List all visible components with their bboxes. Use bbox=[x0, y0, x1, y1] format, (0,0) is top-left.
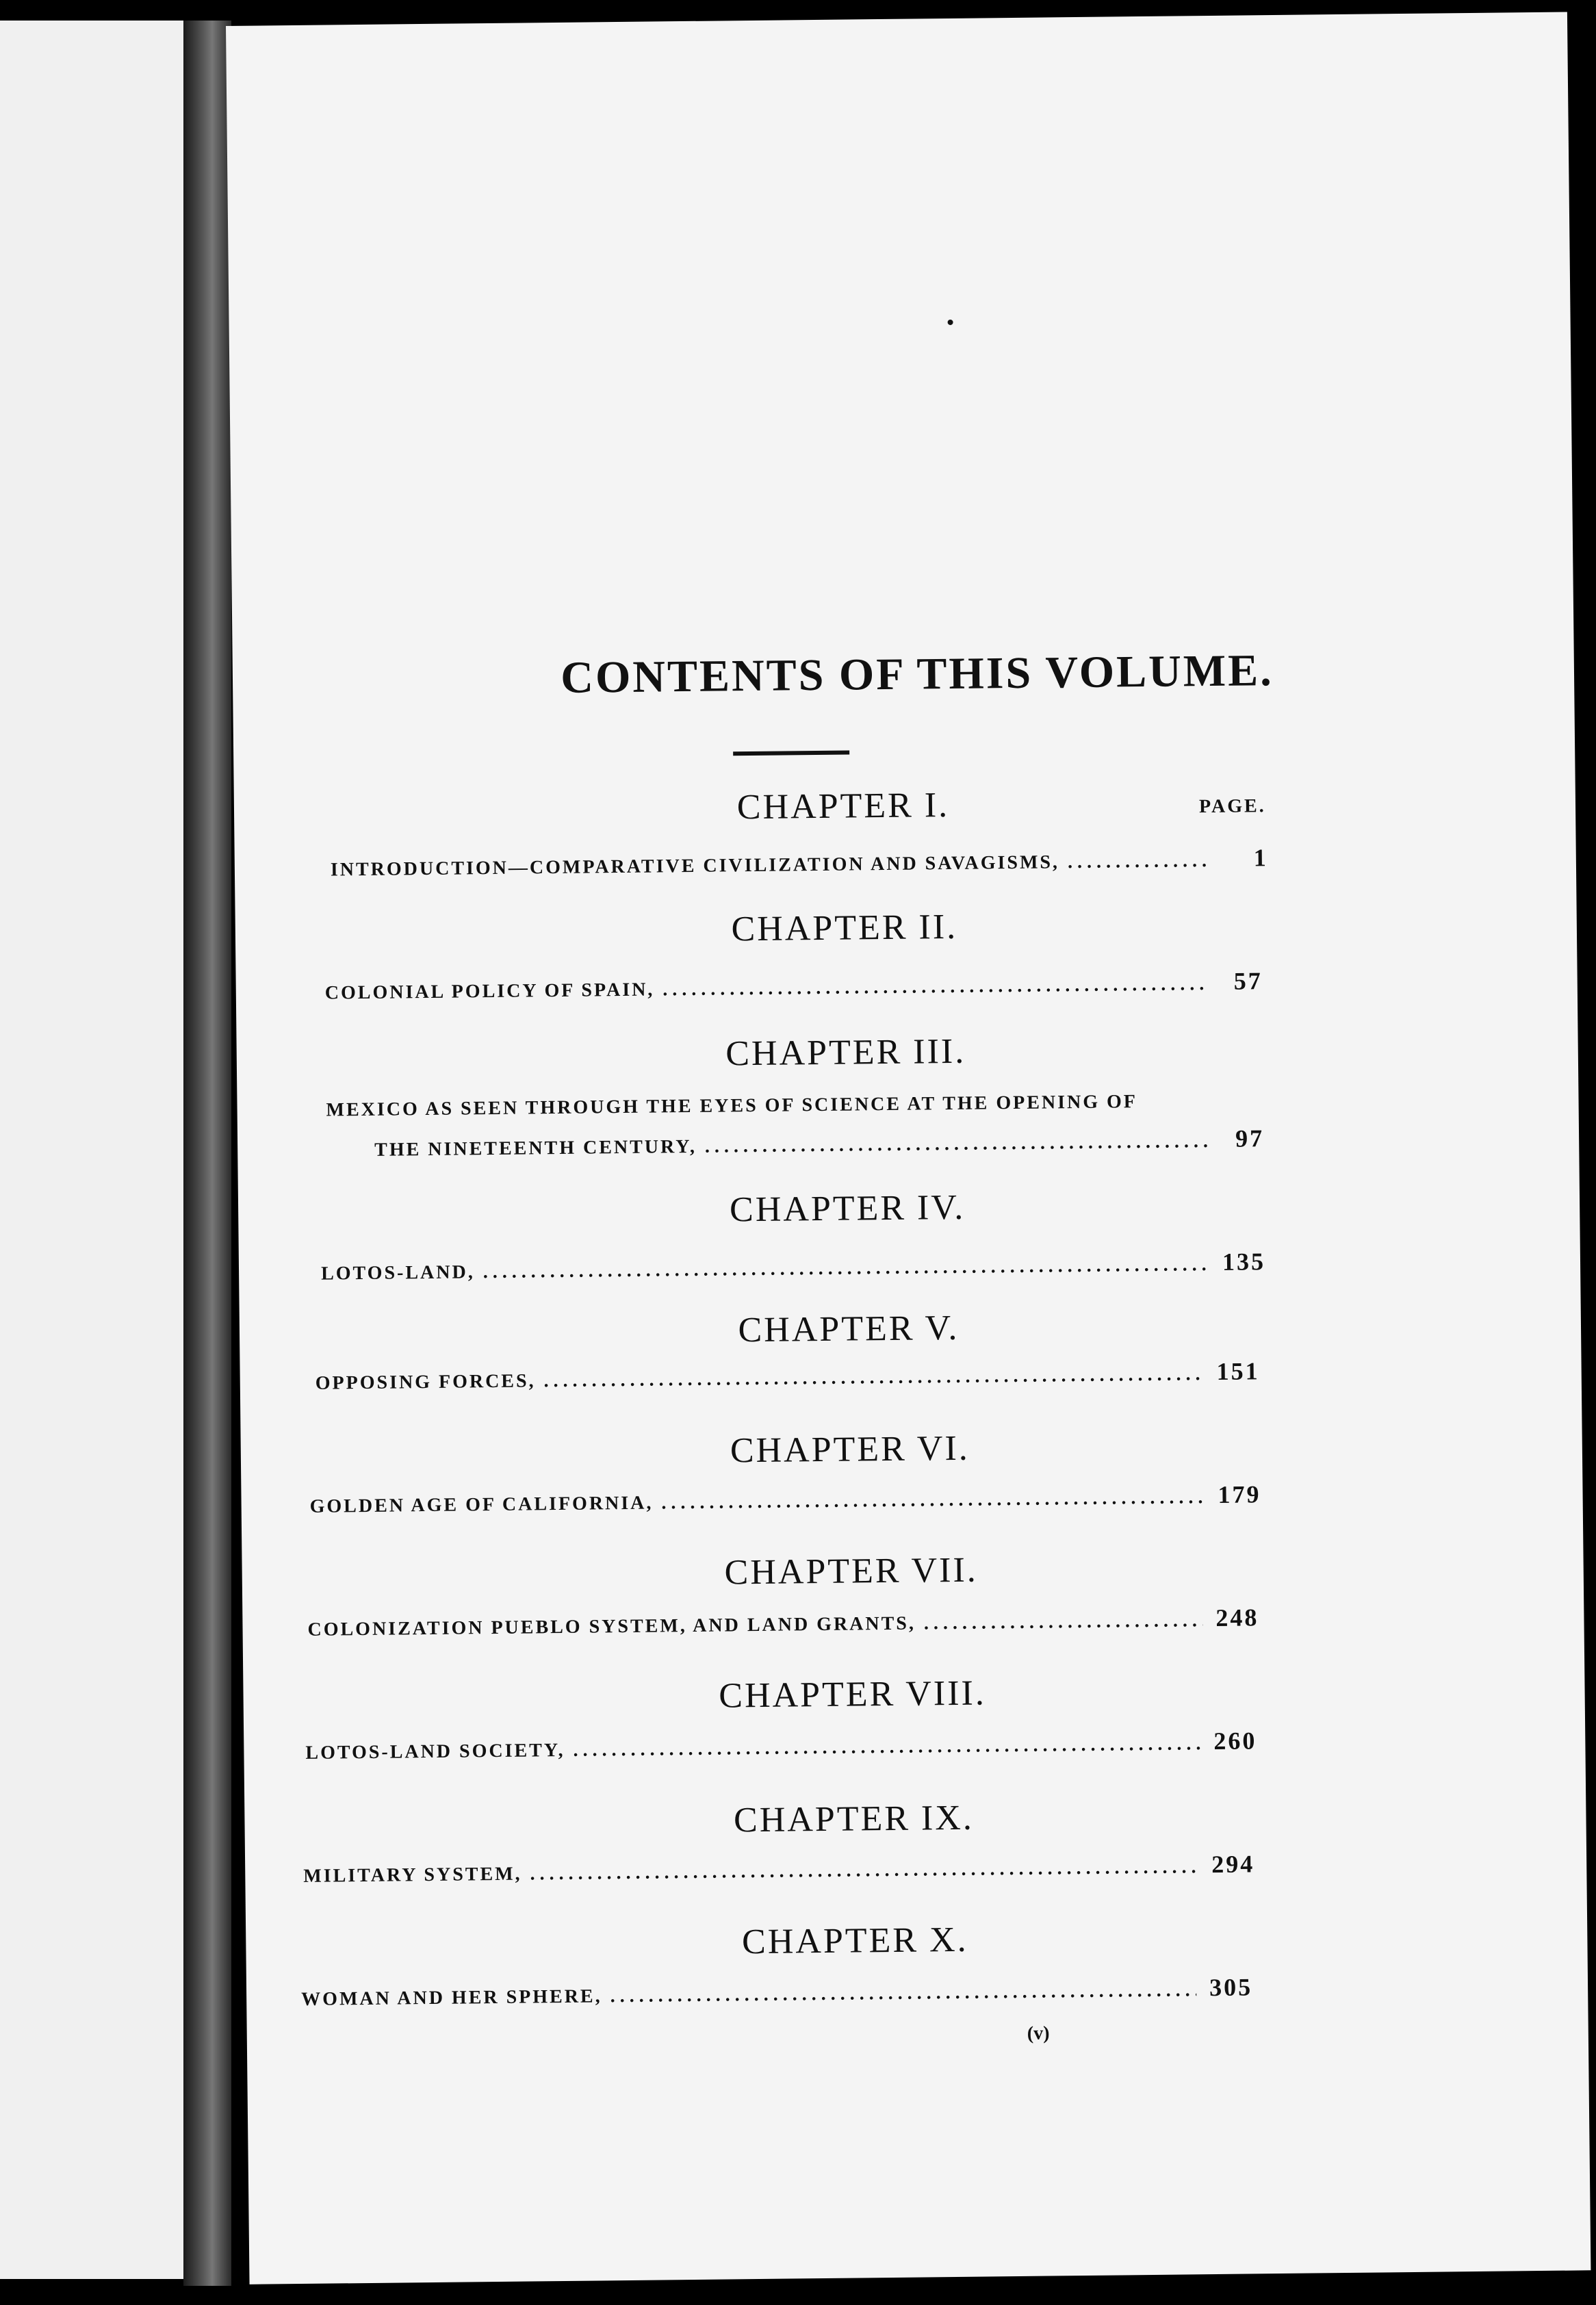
chapter-heading: CHAPTER IX. bbox=[733, 1798, 975, 1840]
leader-dots bbox=[483, 1254, 1210, 1283]
chapter-heading: CHAPTER I. bbox=[736, 785, 950, 827]
toc-entry[interactable] bbox=[301, 1972, 1252, 2011]
page-column-label: PAGE. bbox=[1198, 795, 1266, 818]
entry-page-number: 305 bbox=[1209, 1973, 1253, 2002]
entry-page-number: 97 bbox=[1235, 1124, 1265, 1152]
entry-title: LOTOS-LAND, bbox=[320, 1261, 475, 1285]
entry-title: GOLDEN AGE OF CALIFORNIA, bbox=[309, 1492, 654, 1517]
entry-title: COLONIZATION PUEBLO SYSTEM, AND LAND GRANTS, bbox=[307, 1612, 916, 1640]
toc-entry[interactable] bbox=[307, 1603, 1259, 1642]
entry-title: MILITARY SYSTEM, bbox=[303, 1863, 522, 1887]
contents-title: CONTENTS OF THIS VOLUME. bbox=[560, 645, 1274, 703]
toc-entry[interactable] bbox=[316, 1356, 1260, 1395]
toc-entry[interactable] bbox=[303, 1849, 1254, 1888]
toc-entry[interactable] bbox=[321, 1247, 1265, 1285]
entry-page-number: 260 bbox=[1213, 1727, 1257, 1755]
leader-dots bbox=[662, 973, 1207, 1001]
leader-dots bbox=[705, 1131, 1209, 1158]
entry-page-number: 248 bbox=[1215, 1604, 1259, 1632]
entry-title: INTRODUCTION—COMPARATIVE CIVILIZATION AND SAVAGISMS, bbox=[330, 851, 1060, 881]
entry-page-number: 179 bbox=[1218, 1480, 1261, 1508]
book-gutter bbox=[183, 21, 231, 2286]
facing-page bbox=[0, 21, 198, 2279]
chapter-heading: CHAPTER IV. bbox=[729, 1187, 966, 1230]
leader-dots bbox=[530, 1856, 1198, 1885]
chapter-heading: CHAPTER X. bbox=[741, 1920, 968, 1962]
chapter-heading: CHAPTER VI. bbox=[730, 1428, 970, 1471]
leader-dots bbox=[543, 1363, 1203, 1392]
entry-title: COLONIAL POLICY OF SPAIN, bbox=[324, 979, 655, 1004]
page-folio: (v) bbox=[1027, 2022, 1050, 2044]
toc-entry[interactable] bbox=[374, 1124, 1264, 1162]
entry-page-number: 294 bbox=[1211, 1850, 1255, 1879]
leader-dots bbox=[924, 1610, 1203, 1634]
ink-speck bbox=[948, 320, 953, 325]
entry-title: THE NINETEENTH CENTURY, bbox=[374, 1135, 697, 1161]
leader-dots bbox=[1068, 850, 1212, 873]
chapter-heading: CHAPTER II. bbox=[731, 907, 958, 949]
entry-page-number: 151 bbox=[1216, 1357, 1260, 1385]
contents-page bbox=[226, 12, 1591, 2284]
entry-title-line: MEXICO AS SEEN THROUGH THE EYES OF SCIENCE AT THE OPENING OF bbox=[326, 1091, 1138, 1121]
entry-page-number: 1 bbox=[1253, 844, 1269, 872]
toc-entry[interactable] bbox=[309, 1480, 1261, 1519]
toc-entry[interactable] bbox=[331, 843, 1268, 881]
entry-page-number: 135 bbox=[1222, 1248, 1266, 1276]
entry-title: WOMAN AND HER SPHERE, bbox=[301, 1985, 602, 2011]
entry-title: OPPOSING FORCES, bbox=[315, 1370, 536, 1394]
chapter-heading: CHAPTER VIII. bbox=[719, 1673, 987, 1716]
title-rule bbox=[733, 751, 849, 756]
leader-dots bbox=[610, 1979, 1196, 2007]
entry-page-number: 57 bbox=[1233, 967, 1263, 995]
toc-entry[interactable] bbox=[325, 966, 1263, 1005]
leader-dots bbox=[573, 1733, 1200, 1762]
chapter-heading: CHAPTER V. bbox=[738, 1308, 960, 1350]
chapter-heading: CHAPTER VII. bbox=[724, 1550, 979, 1593]
chapter-heading: CHAPTER III. bbox=[725, 1031, 966, 1074]
toc-entry[interactable] bbox=[305, 1726, 1257, 1765]
leader-dots bbox=[661, 1486, 1205, 1514]
entry-title: LOTOS-LAND SOCIETY, bbox=[305, 1739, 565, 1764]
